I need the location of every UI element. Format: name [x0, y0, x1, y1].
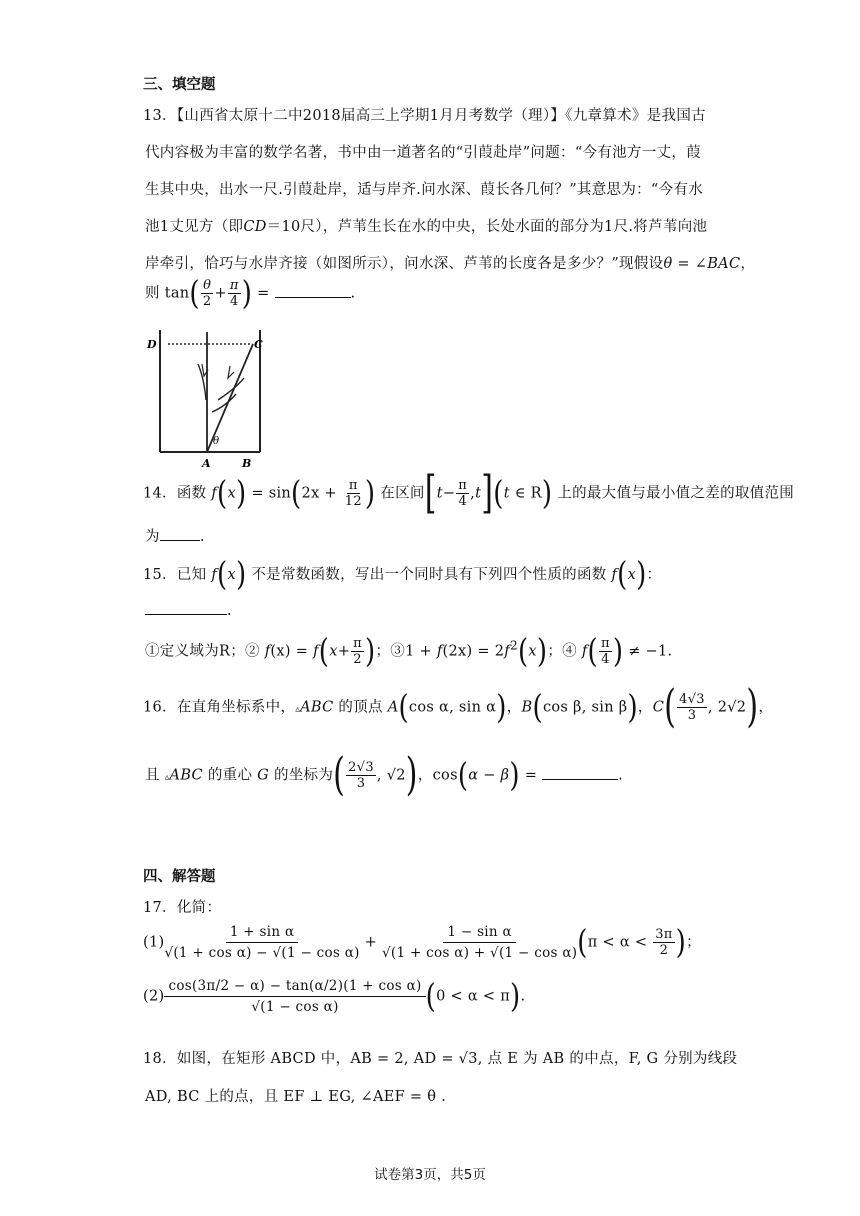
label-d: D [147, 338, 157, 351]
q16-line-1: 16．在直角坐标系中，▵ABC 的顶点 A(cos α, sin α)，B(cos β, sin β)，C( $\frac{4√3}{3}$ , 2√2)， [143, 680, 774, 733]
answer-blank-14[interactable] [160, 526, 200, 541]
section-title-fill-in: 三、填空题 [143, 77, 216, 93]
q15-line-3: ①定义域为R；② f(x) = f(x+ $\frac{\pi}{2}$ )；③1 + $f(2x) = 2f^2(x)$；④ f( $\frac{\pi}{4}$ ) ≠ −1. [145, 632, 673, 671]
q13-line-3: 生其中央，出水一尺.引葭赴岸，适与岸齐.问水深、葭长各几何？”其意思为：“今有水 [145, 182, 704, 198]
q15-line-2: . [145, 600, 232, 619]
label-c: C [254, 338, 263, 351]
label-a: A [202, 457, 211, 470]
q15-line-1: 15．已知 f(x) 不是常数函数，写出一个同时具有下列四个性质的函数 f(x)： [143, 556, 662, 594]
section-title-solve: 四、解答题 [143, 869, 216, 885]
label-b: B [242, 457, 252, 470]
q13-line-1: 13．【山西省太原十二中2018届高三上学期1月月考数学（理）】《九章算术》是我国古 [143, 108, 706, 124]
answer-blank-13[interactable] [275, 283, 351, 298]
page-footer: 试卷第3页，共5页 [374, 1167, 486, 1183]
q17-part-2: (2) $\frac{\text{cos(3π/2 − α) − tan(α/2)(1 + cos α)}}{\text{√(1 − cos α)}}$ (0 < α < π). [143, 977, 526, 1016]
q14-line-1: 14．函数 f(x) = sin(2x + $\frac{\pi}{12}$ ) 在区间[t− $\frac{\pi}{4}$ ,t](t ∈ R) 上的最大值与最小值之差的取值范围 [143, 466, 795, 519]
q13-line-6: 则 tan( $\frac{\theta}{2}$ + $\frac{\pi}{4}$ ) = . [145, 274, 356, 313]
q18-line-1: 18．如图，在矩形 ABCD 中，AB = 2, AD = √3, 点 E 为 AB 的中点，F, G 分别为线段 [143, 1051, 738, 1067]
q17-part-1: (1) $\frac{\text{1 + sin α}}{\text{√(1 + cos α) − √(1 − cos α)}}$ + $\frac{\text{1 − sin α}}{\text{√(1 + cos α) + √(1 − cos α)}}$ (π < α < $\frac{3\pi}{2}$ )； [143, 923, 701, 962]
q18-line-2: AD, BC 上的点，且 EF ⊥ EG, ∠AEF = θ . [145, 1089, 447, 1105]
label-theta: θ [213, 436, 220, 447]
reed-pond-figure [146, 326, 270, 472]
answer-blank-16[interactable] [542, 765, 618, 780]
q17-title: 17．化简： [143, 900, 222, 916]
q13-line-4: 池1丈见方（即CD＝10尺），芦苇生长在水的中央，长处水面的部分为1尺.将芦苇向池 [145, 219, 708, 235]
q13-line-5: 岸牵引，恰巧与水岸齐接（如图所示），问水深、芦苇的长度各是多少？”现假设θ = ∠BAC， [145, 256, 756, 272]
answer-blank-15[interactable] [145, 600, 227, 615]
q16-line-2: 且 ▵ABC 的重心 G 的坐标为( $\frac{2√3}{3}$ , √2)，cos(α − β) = . [145, 748, 623, 801]
q13-line-2: 代内容极为丰富的数学名著，书中由一道著名的“引葭赴岸”问题：“今有池方一丈，葭 [145, 145, 701, 161]
q14-line-2: 为 . [145, 525, 205, 546]
